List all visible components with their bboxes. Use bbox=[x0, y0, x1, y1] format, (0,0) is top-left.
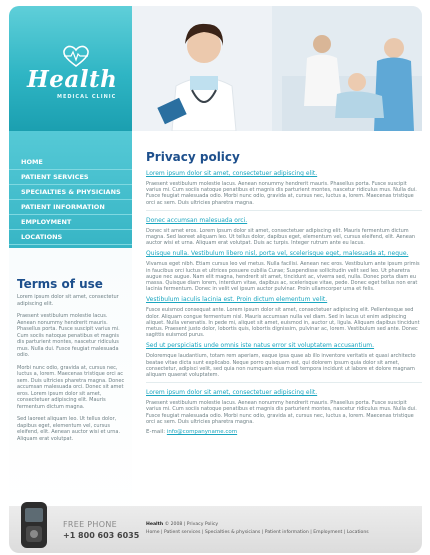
sidebar bbox=[9, 131, 132, 521]
section-link[interactable]: Lorem ipsum dolor sit amet, consectetuer adipiscing elit. bbox=[146, 389, 318, 397]
terms-paragraph: Lorem ipsum dolor sit amet, consectetur adipiscing elit. bbox=[17, 294, 119, 307]
divider bbox=[146, 210, 422, 211]
page-title: Privacy policy bbox=[146, 150, 240, 164]
phone-number: +1 800 603 6035 bbox=[63, 531, 140, 540]
hero-image bbox=[132, 6, 422, 131]
footer-link-patient-services[interactable]: Patient services bbox=[164, 530, 201, 535]
footer-link-locations[interactable]: Locations bbox=[346, 530, 369, 535]
logo-title: Health bbox=[27, 66, 118, 93]
footer bbox=[9, 506, 422, 553]
email-link[interactable]: info@companyname.com bbox=[166, 429, 238, 436]
footer-links: Home | Patient services | Specialties & physicians | Patient information | Employment | Locations bbox=[146, 530, 369, 535]
free-phone-label: FREE PHONE bbox=[63, 520, 117, 529]
terms-paragraph: Sed laoreet aliquam leo. Ut tellus dolor, dapibus eget, elementum vel, cursus eleifend, elit. Aenean auctor wisi et urna. Aliquam erat volutpat. bbox=[17, 416, 121, 442]
hero-illustration bbox=[132, 6, 422, 131]
footer-link-patient-information[interactable]: Patient information bbox=[264, 530, 309, 535]
logo[interactable] bbox=[9, 6, 132, 131]
nav-item-patient-information[interactable]: PATIENT INFORMATION bbox=[9, 200, 132, 215]
nav-item-employment[interactable]: EMPLOYMENT bbox=[9, 215, 132, 230]
section-body: Doloremque laudantium, totam rem aperiam, eaque ipsa quae ab illo inventore veritatis et quasi architecto beatae vitae dicta sunt explicabo. Neque porro quisquam est, qui dolorem ipsum quia dolor sit amet, consectetur, adipisci velit, sed quia non numquam eius modi tempora incidunt ut labore et dolore magnam aliquam quaerat voluptatem. bbox=[146, 353, 416, 379]
footer-link-home[interactable]: Home bbox=[146, 530, 160, 535]
page bbox=[9, 6, 422, 553]
section-link[interactable]: Quisque nulla. Vestibulum libero nisl, porta vel, scelerisque eget, malesuada at, neque. bbox=[146, 250, 409, 258]
terms-paragraph: Praesent vestibulum molestie lacus. Aenean nonummy hendrerit mauris. Phasellus porta. Fusce suscipit varius mi. Cum sociis natoque penatibus et magnis dis parturient montes, nascetur ridiculus mus. Nulla dui. Fusce feugiat malesuada odio. bbox=[17, 313, 120, 358]
nav-item-patient-services[interactable]: PATIENT SERVICES bbox=[9, 170, 132, 185]
nav-list bbox=[9, 155, 132, 245]
section-body: Fusce euismod consequat ante. Lorem ipsum dolor sit amet, consectetuer adipiscing elit. Pellentesque sed dolor. Aliquam congue fermentum nisl. Mauris accumsan nulla vel diam. Sed in lacus ut enim adipiscing aliquet. Nulla venenatis. In pede mi, aliquet sit amet, euismod in, auctor ut, ligula. Aliquam dapibus tincidunt metus. Praesent justo dolor, lobortis quis, lobortis dignissim, pulvinar ac, lorem. Vestibulum sed ante. Donec sagittis euismod purus. bbox=[146, 307, 420, 339]
nav-item-specialties[interactable]: SPECIALTIES & PHYSICIANS bbox=[9, 185, 132, 200]
logo-subtitle: MEDICAL CLINIC bbox=[57, 94, 117, 100]
terms-body bbox=[17, 294, 127, 448]
section-link[interactable]: Sed ut perspiciatis unde omnis iste natus error sit voluptatem accusantium. bbox=[146, 342, 375, 350]
terms-title: Terms of use bbox=[17, 277, 103, 291]
divider bbox=[146, 382, 422, 383]
nav-item-home[interactable]: HOME bbox=[9, 155, 132, 170]
main-nav bbox=[9, 131, 132, 248]
mobile-phone-icon bbox=[17, 500, 51, 550]
section-link[interactable]: Donec accumsan malesuada orci. bbox=[146, 216, 248, 224]
email-label: E-mail: bbox=[146, 429, 166, 436]
section-body: Praesent vestibulum molestie lacus. Aenean nonummy hendrerit mauris. Phasellus porta. Fusce suscipit varius mi. Cum sociis natoque penatibus et magnis dis parturient montes, nascetur ridiculus mus. Nulla dui. Fusce feugiat malesuada odio. Morbi nunc odio, gravida at, cursus nec, luctus a, lorem. Maecenas tristique orci ac sem. Duis ultricies pharetra magna. bbox=[146, 400, 417, 425]
terms-paragraph: Morbi nunc odio, gravida at, cursus nec, luctus a, lorem. Maecenas tristique orci ac sem. Duis ultricies pharetra magna. Donec accumsan malesuada orci. Donec sit amet eros. Lorem ipsum dolor sit amet, consectetuer adipiscing elit. Mauris fermentum dictum magna. bbox=[17, 364, 125, 410]
section-body: Praesent vestibulum molestie lacus. Aenean nonummy hendrerit mauris. Phasellus porta. Fusce suscipit varius mi. Cum sociis natoque penatibus et magnis dis parturient montes, nascetur ridiculus mus. Nulla dui. Fusce feugiat malesuada odio. Morbi nunc odio, gravida at, cursus nec, luctus a, lorem. Maecenas tristique orci ac sem. Duis ultricies pharetra magna. bbox=[146, 181, 417, 206]
section-link[interactable]: Lorem ipsum dolor sit amet, consectetuer adipiscing elit. bbox=[146, 170, 318, 177]
nav-item-locations[interactable]: LOCATIONS bbox=[9, 230, 132, 245]
copyright-text: © 2008 | Privacy Policy bbox=[164, 522, 219, 527]
footer-link-employment[interactable]: Employment bbox=[313, 530, 343, 535]
footer-link-specialties[interactable]: Specialties & physicians bbox=[204, 530, 261, 535]
email-line bbox=[146, 429, 422, 435]
section-link[interactable]: Vestibulum iaculis lacinia est. Proin dictum elementum velit. bbox=[146, 296, 328, 304]
copyright bbox=[146, 522, 218, 527]
section-body: Donec sit amet eros. Lorem ipsum dolor sit amet, consectetuer adipiscing elit. Mauris fermentum dictum magna. Sed laoreet aliquam leo. Ut tellus dolor, dapibus eget, elementum vel, cursus eleifend, elit. Aenean auctor wisi et urna. Aliquam erat volutpat. Duis ac turpis. Integer rutrum ante eu lacus. bbox=[146, 227, 416, 247]
heart-pulse-icon bbox=[61, 44, 91, 68]
footer-brand: Health bbox=[146, 522, 164, 527]
section-body: Vivamus eget nibh. Etiam cursus leo vel metus. Nulla facilisi. Aenean nec eros. Vestibulum ante ipsum primis in faucibus orci luctus et ultrices posuere cubilia Curae; Suspendisse sollicitudin velit sed leo. Ut pharetra augue nec augue. Nam elit magna, hendrerit sit amet, tincidunt ac, viverra sed, nulla. Donec porta diam eu massa. Quisque diam lorem, interdum vitae, dapibus ac, scelerisque vitae, pede. Donec eget tellus non erat lacinia fermentum. Donec in velit vel ipsum auctor pulvinar. Proin ullamcorper urna et felis. bbox=[146, 261, 420, 293]
main-content bbox=[146, 150, 422, 435]
